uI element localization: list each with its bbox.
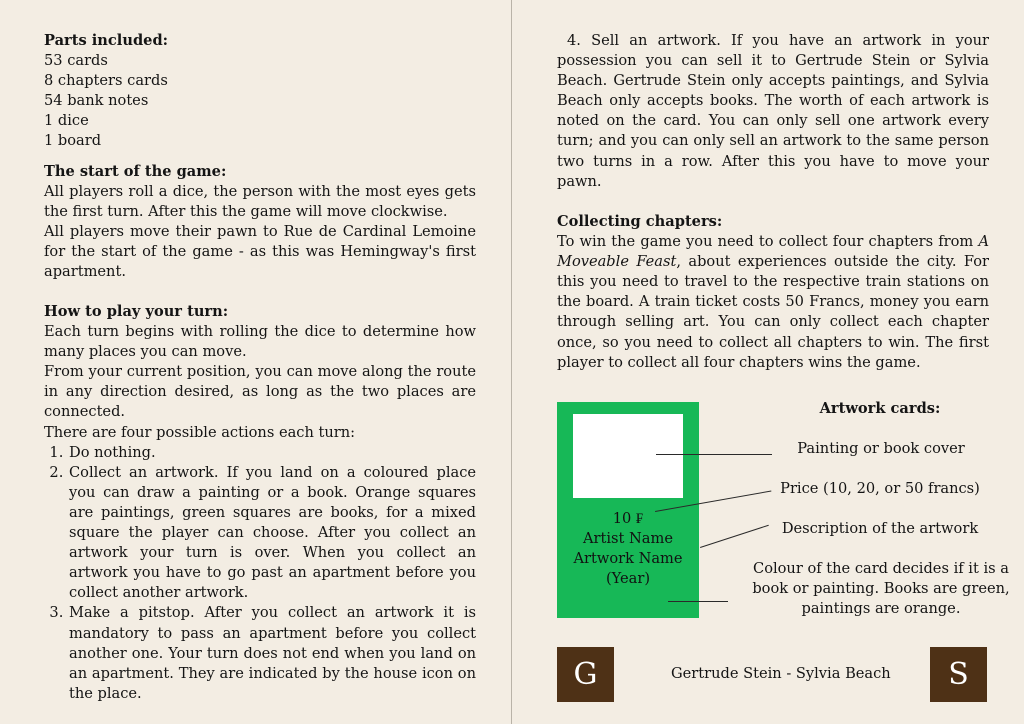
parts-item: 1 board xyxy=(44,132,102,150)
start-paragraph-1: All players roll a dice, the person with the most eyes gets the first turn. After this the game will move clockwise. xyxy=(44,183,476,221)
book-title: A Moveable Feast xyxy=(557,233,989,271)
page-divider xyxy=(511,0,512,724)
card-artwork: Artwork Name xyxy=(573,550,683,568)
parts-item: 1 dice xyxy=(44,112,89,130)
action-item: 1. Do nothing. xyxy=(68,443,476,463)
start-heading: The start of the game: xyxy=(44,163,227,180)
artwork-card xyxy=(557,402,699,618)
legend-price: Price (10, 20, or 50 francs) xyxy=(780,480,980,497)
legend-heading: Artwork cards: xyxy=(819,400,941,417)
gertrude-badge: G xyxy=(557,647,614,702)
sylvia-badge: S xyxy=(930,647,987,702)
parts-heading: Parts included: xyxy=(44,32,169,49)
card-price: 10 ₣ xyxy=(612,510,644,527)
sell-paragraph: 4. Sell an artwork. If you have an artwork in your possession you can sell it to Gertrude Stein or Sylvia Beach. Gertrude Stein only accepts paintings, and Sylvia Beach only accepts books. The worth of each artwork is noted on the card. You can only sell one artwork every turn; and you can only sell an artwork to the same person two turns in a row. After this you have to move your pawn. xyxy=(557,32,989,190)
start-paragraph-2: All players move their pawn to Rue de Cardinal Lemoine for the start of the game - as this was Hemingway's first apartment. xyxy=(44,223,476,281)
parts-section xyxy=(44,31,476,152)
turn-paragraph-3: There are four possible actions each turn: xyxy=(44,423,356,441)
start-section xyxy=(44,162,476,283)
chapters-paragraph xyxy=(557,232,989,373)
turn-section xyxy=(44,302,476,704)
card-details xyxy=(557,509,699,589)
chapters-text-after: , about experiences outside the city. For this you need to travel to the respective train stations on the board. A train ticket costs 50 Francs, money you earn through selling art. You can only collect each chapter once, so you need to collect all chapters to win. The first player to collect all four chapters wins the game. xyxy=(557,253,989,371)
actions-list xyxy=(44,443,476,704)
legend-colour: Colour of the card decides if it is a book or painting. Books are green, paintings are orange. xyxy=(752,560,1010,618)
leader-line-description xyxy=(700,525,769,548)
parts-item: 53 cards xyxy=(44,52,108,70)
parts-item: 54 bank notes xyxy=(44,92,149,110)
turn-paragraph-2: From your current position, you can move along the route in any direction desired, as long as the two places are connected. xyxy=(44,363,476,421)
footer-names: Gertrude Stein - Sylvia Beach xyxy=(671,665,891,682)
turn-paragraph-1: Each turn begins with rolling the dice to determine how many places you can move. xyxy=(44,323,476,361)
chapters-text-before: To win the game you need to collect four chapters from xyxy=(557,233,979,251)
chapters-section xyxy=(557,212,989,373)
legend-description: Description of the artwork xyxy=(781,520,979,537)
turn-heading: How to play your turn: xyxy=(44,303,229,320)
parts-item: 8 chapters cards xyxy=(44,72,168,90)
legend-cover: Painting or book cover xyxy=(797,440,965,457)
card-cover-placeholder xyxy=(573,414,683,498)
card-artist: Artist Name xyxy=(583,530,673,548)
leader-line-colour xyxy=(668,601,728,602)
action-item: 2. Collect an artwork. If you land on a coloured place you can draw a painting or a book. Orange squares are paintings, green squares are books, for a mixed square the player can choose. After you collect an artwork your turn is over. When you collect an artwork you have to go past an apartment before you collect another artwork. xyxy=(68,463,476,604)
leader-line-cover xyxy=(656,454,772,455)
action-item: 3. Make a pitstop. After you collect an artwork it is mandatory to pass an apartment before you collect another one. Your turn does not end when you land on an apartment. They are indicated by the house icon on the place. xyxy=(68,603,476,703)
sell-section xyxy=(557,31,989,192)
chapters-heading: Collecting chapters: xyxy=(557,213,723,230)
card-year: (Year) xyxy=(605,570,651,588)
